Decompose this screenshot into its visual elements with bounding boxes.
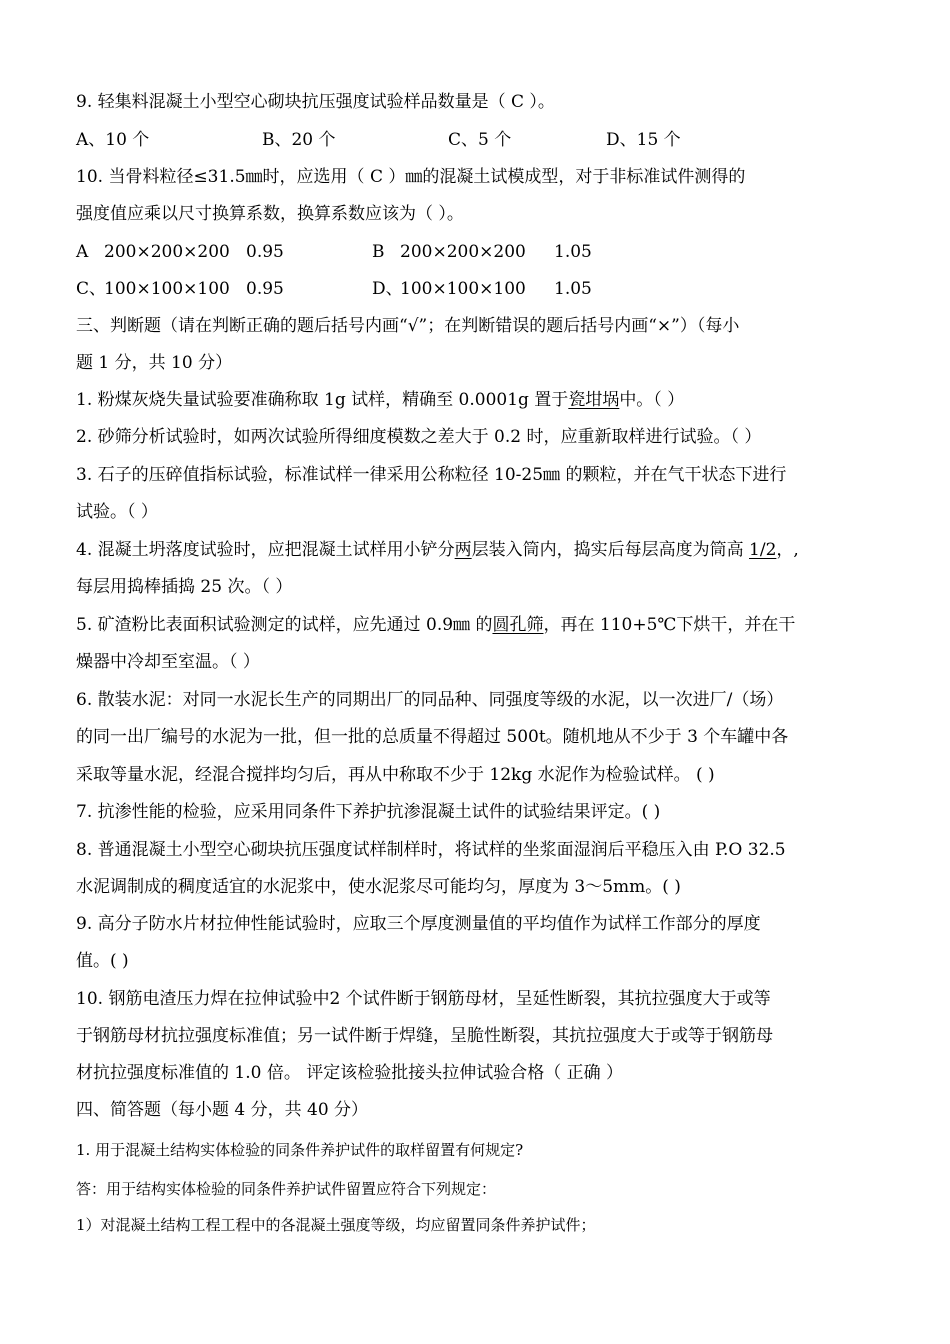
q10-option-b-size: 200×200×200 [400, 242, 526, 262]
judge-item-6-line-2: 的同一出厂编号的水泥为一批，但一批的总质量不得超过 500t。随机地从不少于 3 个车罐中各 [76, 727, 789, 747]
section4-title: 四、简答题（每小题 4 分，共 40 分） [76, 1100, 369, 1120]
q10-option-a-letter: A [76, 242, 89, 262]
judge-item-4-underlined-2: 1/2 [749, 540, 777, 560]
q9-option-a: A、10 个 [76, 130, 150, 150]
judge-item-1-tail: 中。（ ） [619, 390, 685, 410]
judge-item-4-text-2: 层装入筒内，捣实后每层高度为筒高 [471, 540, 750, 560]
q10-option-b-coef: 1.05 [554, 242, 592, 262]
section4-answer-1: 1）对混凝土结构工程工程中的各混凝土强度等级，均应留置同条件养护试件； [76, 1216, 596, 1234]
judge-item-4-underlined-1: 两 [454, 540, 472, 560]
judge-item-6-line-1: 6. 散装水泥：对同一水泥长生产的同期出厂的同品种、同强度等级的水泥，以一次进厂/（场） [76, 690, 784, 710]
q9-option-b: B、20 个 [262, 130, 336, 150]
q10-option-c-size: 100×100×100 [104, 279, 230, 299]
q10-option-c-letter: C、 [76, 279, 107, 299]
judge-item-1-text: 1. 粉煤灰烧失量试验要准确称取 1g 试样，精确至 0.0001g 置于 [76, 390, 569, 410]
judge-item-5-line-1 [76, 614, 795, 636]
judge-item-1-underlined: 瓷坩埚 [568, 390, 620, 410]
judge-item-4-text-3: ，, [776, 540, 799, 560]
judge-item-10-line-3: 材抗拉强度标准值的 1.0 倍。 评定该检验批接头拉伸试验合格（ 正确 ） [76, 1063, 624, 1083]
q9-option-c: C、5 个 [448, 130, 512, 150]
section4-question-1: 1. 用于混凝土结构实体检验的同条件养护试件的取样留置有何规定? [76, 1141, 524, 1159]
q10-option-d-size: 100×100×100 [400, 279, 526, 299]
q9-option-d: D、15 个 [606, 130, 681, 150]
q10-line-2: 强度值应乘以尺寸换算系数，换算系数应该为（ ）。 [76, 204, 464, 224]
judge-item-10-line-2: 于钢筋母材抗拉强度标准值；另一试件断于焊缝，呈脆性断裂，其抗拉强度大于或等于钢筋母 [76, 1026, 773, 1046]
q10-option-a-size: 200×200×200 [104, 242, 230, 262]
judge-item-5-text: 5. 矿渣粉比表面积试验测定的试样，应先通过 0.9㎜ 的 [76, 615, 493, 635]
judge-item-3-line-2: 试验。（ ） [76, 502, 158, 522]
judge-item-9-line-1: 9. 高分子防水片材拉伸性能试验时，应取三个厚度测量值的平均值作为试样工作部分的厚度 [76, 914, 761, 934]
judge-item-7: 7. 抗渗性能的检验，应采用同条件下养护抗渗混凝土试件的试验结果评定。( ) [76, 802, 661, 822]
judge-item-2: 2. 砂筛分析试验时，如两次试验所得细度模数之差大于 0.2 时，应重新取样进行试验。（ ） [76, 427, 762, 447]
judge-item-9-line-2: 值。( ) [76, 951, 129, 971]
judge-item-5-line-2: 燥器中冷却至室温。（ ） [76, 652, 260, 672]
q10-option-a-coef: 0.95 [246, 242, 284, 262]
judge-item-8-line-1: 8. 普通混凝土小型空心砌块抗压强度试样制样时，将试样的坐浆面湿润后平稳压入由 P.O 32.5 [76, 840, 786, 860]
q10-option-d-coef: 1.05 [554, 279, 592, 299]
judge-item-4-line-2: 每层用捣棒插捣 25 次。（ ） [76, 577, 293, 597]
section3-title-line-2: 题 1 分，共 10 分） [76, 353, 233, 373]
q10-option-d-letter: D、 [372, 279, 403, 299]
judge-item-1 [76, 389, 684, 411]
judge-item-5-tail: ，再在 110+5℃下烘干，并在干 [543, 615, 796, 635]
judge-item-4-text: 4. 混凝土坍落度试验时，应把混凝土试样用小铲分 [76, 540, 455, 560]
judge-item-4-line-1 [76, 539, 799, 561]
judge-item-10-line-1: 10. 钢筋电渣压力焊在拉伸试验中2 个试件断于钢筋母材，呈延性断裂，其抗拉强度大于或等 [76, 989, 771, 1009]
judge-item-3-line-1: 3. 石子的压碎值指标试验，标准试样一律采用公称粒径 10-25㎜ 的颗粒，并在气干状态下进行 [76, 465, 787, 485]
judge-item-5-underlined: 圆孔筛 [492, 615, 544, 635]
judge-item-6-line-3: 采取等量水泥，经混合搅拌均匀后，再从中称取不少于 12kg 水泥作为检验试样。 ( ) [76, 765, 715, 785]
q10-option-b-letter: B [372, 242, 385, 262]
section4-answer-intro: 答：用于结构实体检验的同条件养护试件留置应符合下列规定： [76, 1180, 497, 1198]
q9-stem: 9. 轻集料混凝土小型空心砌块抗压强度试验样品数量是（ C ）。 [76, 92, 555, 112]
judge-item-8-line-2: 水泥调制成的稠度适宜的水泥浆中，使水泥浆尽可能均匀，厚度为 3～5mm。( ) [76, 877, 681, 897]
q10-line-1: 10. 当骨料粒径≤31.5㎜时，应选用（ C ）㎜的混凝土试模成型，对于非标准试件测得的 [76, 167, 746, 187]
section3-title-line-1: 三、判断题（请在判断正确的题后括号内画“√”；在判断错误的题后括号内画“×”）（每小 [76, 316, 740, 336]
q10-option-c-coef: 0.95 [246, 279, 284, 299]
